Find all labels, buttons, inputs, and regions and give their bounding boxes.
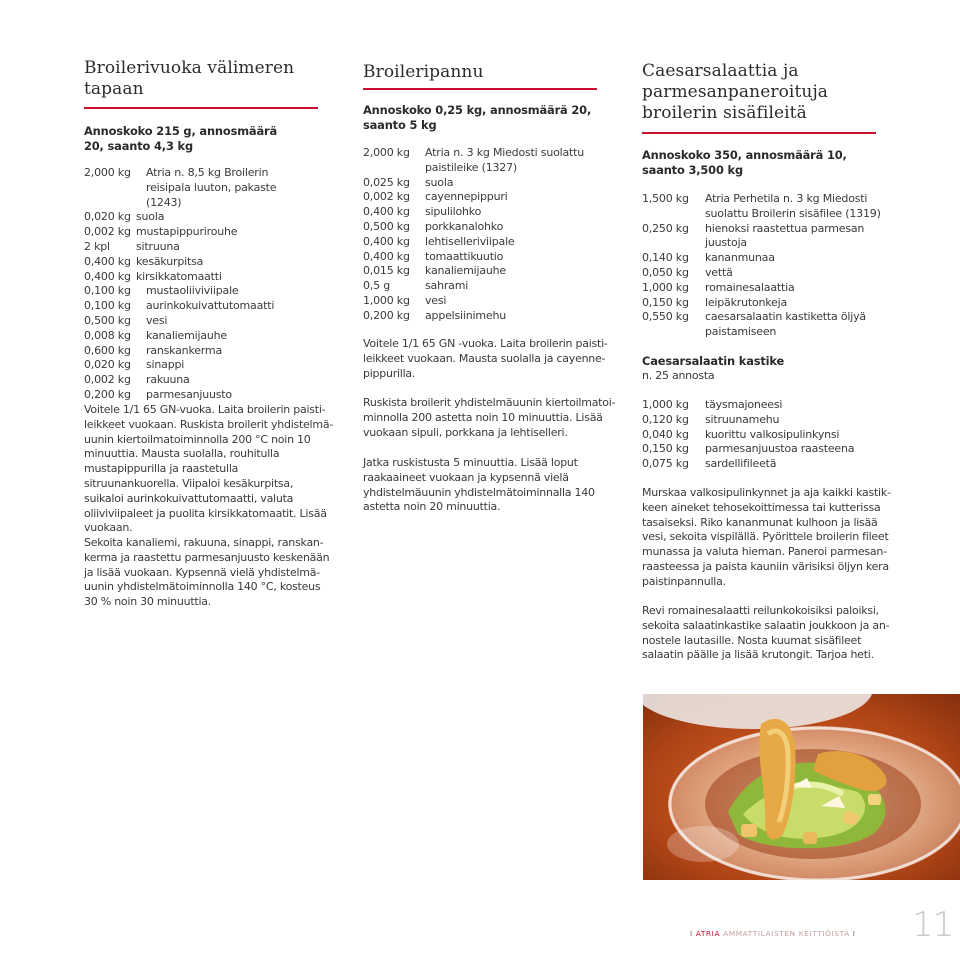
ingredient-row [84, 240, 310, 255]
ingredient-qty: 0,400 kg [84, 269, 131, 283]
ingredient-row [363, 294, 609, 309]
instruction-paragraph: Voitele 1/1 65 GN -vuoka. Laita broilerin paistileikkeet vuokaan. Mausta suolalla ja cayennepippurilla. [363, 337, 608, 380]
ingredient-name: parmesanjuusto [146, 387, 232, 401]
ingredient-row [84, 388, 310, 403]
instruction-paragraph: Voitele 1/1 65 GN-vuoka. Laita broilerin paistileikkeet vuokaan. Ruskista broilerit yhdistelmäuunin kiertoilmatoiminnolla 200 °C noin 10 minuuttia. Mausta suolalla, rouhitulla mustapippurilla ja raastetulla sitruunankuorella. Viipaloi kesäkurpitsa, suikaloi aurinkokuivattutomaatti, valuta oliiviviipaleet ja puolita kirsikkatomaatit. Lisää vuokaan. [84, 403, 334, 535]
ingredient-qty: 1,500 kg [642, 192, 689, 205]
ingredient-qty: 2,000 kg [84, 166, 131, 179]
ingredient-row [84, 358, 310, 373]
ingredient-name: tomaattikuutio [425, 249, 504, 263]
ingredient-list [84, 166, 310, 403]
ingredient-row [363, 190, 609, 205]
ingredient-qty: 0,500 kg [363, 219, 410, 233]
ingredient-row [84, 344, 310, 359]
ingredient-row [642, 413, 882, 428]
ingredient-name: cayennepippuri [425, 190, 508, 204]
ingredient-row [84, 225, 310, 240]
sauce-title: Caesarsalaatin kastike [642, 354, 785, 368]
ingredient-row [642, 457, 882, 472]
ingredient-name: caesarsalaatin kastiketta öljyä paistamiseen [705, 310, 866, 339]
ingredient-row [363, 220, 609, 235]
ingredient-row [363, 309, 609, 324]
ingredient-name: porkkanalohko [425, 219, 504, 233]
ingredient-qty: 0,140 kg [642, 251, 689, 265]
ingredient-name: sitruuna [136, 239, 180, 253]
ingredient-name: sinappi [146, 358, 185, 372]
ingredient-qty: 0,020 kg [84, 210, 131, 224]
ingredient-qty: 0,100 kg [84, 299, 131, 313]
ingredient-row [642, 266, 882, 281]
ingredient-qty: 0,020 kg [84, 358, 131, 372]
ingredient-row [642, 310, 882, 340]
page-number: 11 [912, 905, 954, 945]
ingredient-qty: 0,008 kg [84, 328, 131, 342]
ingredient-qty: 0,400 kg [363, 249, 410, 263]
ingredient-name: vettä [705, 265, 733, 279]
serving-info: Annoskoko 0,25 kg, annosmäärä 20, saanto 5 kg [363, 103, 592, 132]
ingredient-qty: 0,002 kg [84, 373, 131, 387]
sauce-portions: n. 25 annosta [642, 369, 715, 382]
ingredient-name: suola [425, 175, 454, 189]
ingredient-row [363, 146, 609, 176]
serving-info: Annoskoko 215 g, annosmäärä 20, saanto 4,3 kg [84, 124, 277, 153]
ingredient-name: appelsiinimehu [425, 308, 507, 322]
instruction-paragraph: Jatka ruskistusta 5 minuuttia. Lisää loput raakaaineet vuokaan ja kypsennä vielä yhdistelmäuunin yhdistelmätoiminnalla 140 astetta noin 20 minuuttia. [363, 456, 595, 514]
food-photo-caesar-salad-icon [643, 694, 960, 880]
ingredient-name: leipäkrutonkeja [705, 295, 788, 309]
ingredient-name: kuorittu valkosipulinkynsi [705, 427, 840, 441]
title-underline [363, 88, 597, 90]
footer-separator: I [852, 929, 856, 938]
instruction-paragraph: Sekoita kanaliemi, rakuuna, sinappi, ranskankerma ja raastettu parmesanjuusto keskenään ja lisää vuokaan. Kypsennä vielä yhdistelmäuunin yhdistelmätoiminnolla 140 °C, kosteus 30 % noin 30 minuuttia. [84, 536, 330, 609]
ingredient-qty: 0,5 g [363, 279, 390, 293]
ingredient-qty: 1,000 kg [642, 398, 689, 411]
ingredient-qty: 0,600 kg [84, 343, 131, 357]
ingredient-row [642, 281, 882, 296]
footer-brand: ATRIA [695, 929, 721, 938]
footer-separator: I [690, 929, 693, 938]
ingredient-name: sahrami [425, 279, 469, 293]
ingredient-qty: 0,050 kg [642, 265, 689, 279]
ingredient-name: vesi [425, 293, 447, 307]
ingredient-row [642, 192, 882, 222]
ingredient-name: mustaoliiviviipale [146, 284, 239, 298]
ingredient-name: täysmajoneesi [705, 398, 783, 411]
title-underline [642, 132, 876, 134]
title-underline [84, 107, 318, 109]
ingredient-row [642, 251, 882, 266]
ingredient-row [363, 176, 609, 191]
ingredient-name: sitruunamehu [705, 412, 780, 426]
ingredient-qty: 0,150 kg [642, 442, 689, 456]
ingredient-row [363, 205, 609, 220]
ingredient-name: kesäkurpitsa [136, 254, 204, 268]
footer-tagline: AMMATTILAISTEN KEITTIÖISTÄ [723, 929, 850, 938]
ingredient-list [363, 146, 609, 324]
ingredient-name: parmesanjuustoa raasteena [705, 442, 855, 456]
ingredient-row [363, 235, 609, 250]
ingredient-qty: 0,550 kg [642, 310, 689, 324]
ingredient-name: kanaliemijauhe [146, 328, 227, 342]
recipe-title: Caesarsalaattia ja parmesanpaneroituja broilerin sisäfileitä [642, 61, 829, 123]
ingredient-row [84, 329, 310, 344]
ingredient-row [84, 166, 310, 210]
ingredient-row [363, 250, 609, 265]
ingredient-row [84, 270, 310, 285]
ingredient-row [84, 299, 310, 314]
ingredient-qty: 0,100 kg [84, 284, 131, 298]
ingredient-row [642, 222, 882, 252]
ingredient-qty: 0,400 kg [363, 234, 410, 248]
ingredient-qty: 2 kpl [84, 239, 110, 253]
ingredient-qty: 0,400 kg [363, 205, 410, 219]
ingredient-name: kanaliemijauhe [425, 264, 506, 278]
ingredient-qty: 0,002 kg [363, 190, 410, 204]
ingredient-name: sardellifileetä [705, 457, 777, 471]
food-photo-caesar-salad [643, 694, 960, 880]
ingredient-qty: 0,120 kg [642, 412, 689, 426]
ingredient-row [642, 428, 882, 443]
ingredient-qty: 1,000 kg [363, 293, 410, 307]
ingredient-name: suola [136, 210, 165, 224]
instruction-paragraph: Revi romainesalaatti reilunkokoisiksi paloiksi, sekoita salaatinkastike salaatin joukkoon ja annostele lautasille. Nosta kuumat sisäfileet salaatin päälle ja lisää krutongit. Tarjoa heti. [642, 604, 890, 662]
ingredient-qty: 0,075 kg [642, 457, 689, 471]
ingredient-qty: 1,000 kg [642, 280, 689, 294]
ingredient-name: rakuuna [146, 373, 190, 387]
ingredient-qty: 0,015 kg [363, 264, 410, 278]
page-footer [690, 929, 856, 938]
ingredient-row [642, 398, 882, 413]
ingredient-qty: 0,150 kg [642, 295, 689, 309]
ingredient-name: mustapippurirouhe [136, 225, 238, 239]
ingredient-name: romainesalaattia [705, 280, 795, 294]
serving-info: Annoskoko 350, annosmäärä 10, saanto 3,500 kg [642, 148, 847, 177]
ingredient-qty: 0,040 kg [642, 427, 689, 441]
ingredient-name: vesi [146, 313, 168, 327]
ingredient-name: aurinkokuivattutomaatti [146, 299, 275, 313]
ingredient-qty: 0,250 kg [642, 221, 689, 235]
ingredient-name: ranskankerma [146, 343, 222, 357]
ingredient-list [642, 192, 882, 340]
recipe-title: Broileripannu [363, 62, 484, 82]
ingredient-name: Atria Perhetila n. 3 kg Miedosti suolattu Broilerin sisäfilee (1319) [705, 192, 881, 220]
ingredient-name: kananmunaa [705, 251, 775, 265]
ingredient-name: Atria n. 8,5 kg Broilerin reisipala luuton, pakaste (1243) [146, 166, 277, 209]
ingredient-name: lehtiselleriviipale [425, 234, 515, 248]
ingredient-row [363, 264, 609, 279]
ingredient-qty: 2,000 kg [363, 146, 410, 159]
ingredient-name: hienoksi raastettua parmesan juustoja [705, 221, 865, 250]
sauce-ingredient-list [642, 398, 882, 472]
ingredient-qty: 0,200 kg [363, 308, 410, 322]
instruction-paragraph: Murskaa valkosipulinkynnet ja aja kaikki kastikkeen aineket tehosekoittimessa tai kutterissa tasaiseksi. Riko kananmunat kulhoon ja lisää vesi, sekoita vispilällä. Pyörittele broilerin fileet munassa ja valuta hieman. Paneroi parmesanraasteessa ja paista kauniin värisiksi öljyn kera paistinpannulla. [642, 486, 891, 588]
ingredient-row [84, 314, 310, 329]
instruction-paragraph: Ruskista broilerit yhdistelmäuunin kiertoilmatoiminnolla 200 astetta noin 10 minuuttia. Lisää vuokaan sipuli, porkkana ja lehtiselleri. [363, 396, 616, 439]
ingredient-row [84, 373, 310, 388]
ingredient-qty: 0,025 kg [363, 175, 410, 189]
ingredient-row [642, 296, 882, 311]
ingredient-row [642, 442, 882, 457]
ingredient-row [84, 284, 310, 299]
ingredient-row [363, 279, 609, 294]
ingredient-qty: 0,400 kg [84, 254, 131, 268]
recipe-title: Broilerivuoka välimeren tapaan [84, 58, 295, 99]
ingredient-name: kirsikkatomaatti [136, 269, 222, 283]
ingredient-row [84, 210, 310, 225]
ingredient-qty: 0,500 kg [84, 313, 131, 327]
ingredient-name: Atria n. 3 kg Miedosti suolattu paistileike (1327) [425, 146, 585, 174]
ingredient-qty: 0,002 kg [84, 225, 131, 239]
ingredient-name: sipulilohko [425, 205, 482, 219]
ingredient-qty: 0,200 kg [84, 387, 131, 401]
ingredient-row [84, 255, 310, 270]
